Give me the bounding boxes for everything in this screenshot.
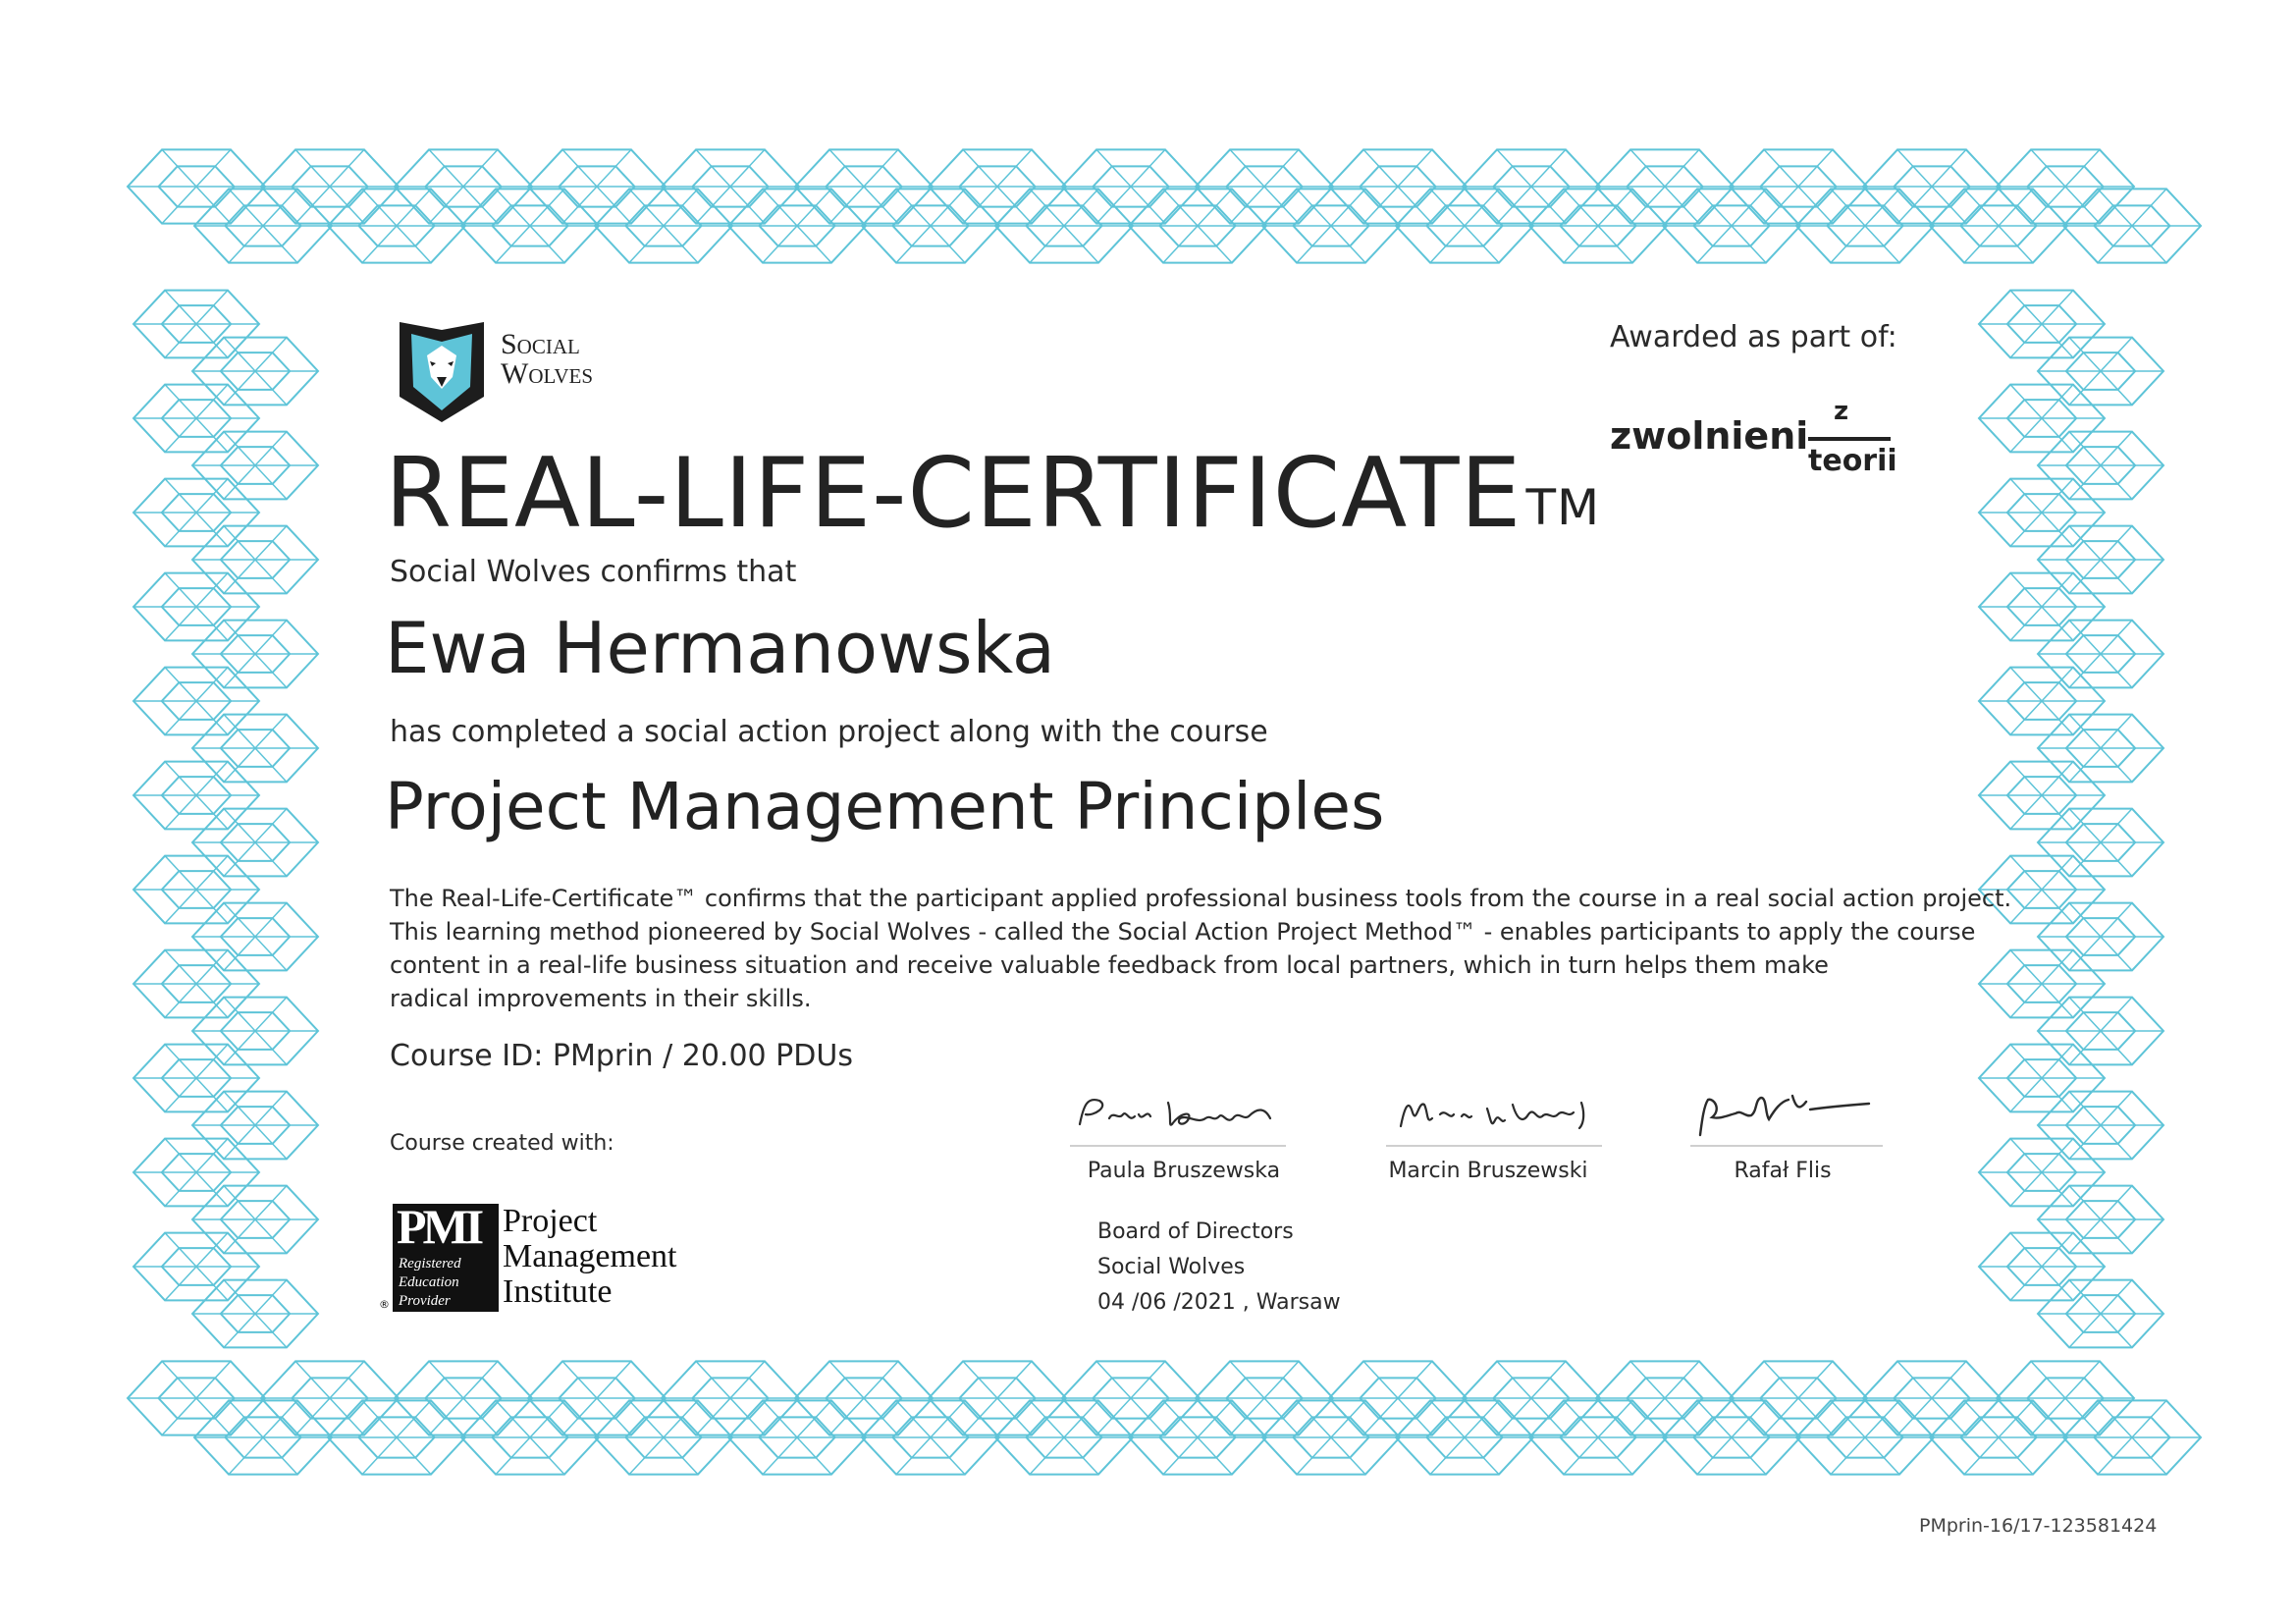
border-pattern-cell [1997, 149, 2134, 223]
program-logo-bottom: teorii [1808, 444, 1897, 478]
border-pattern-cell [1396, 189, 1533, 262]
border-pattern-cell [192, 526, 318, 594]
border-pattern-cell [1796, 189, 1934, 262]
board-organization: Social Wolves [1097, 1255, 1246, 1279]
border-pattern-cell [461, 1400, 599, 1474]
border-pattern-cell [595, 1400, 732, 1474]
trademark-mark: TM [1525, 479, 1601, 536]
border-pattern-cell [2038, 621, 2163, 688]
signature-line [1386, 1145, 1602, 1147]
border-pattern-cell [1596, 149, 1734, 223]
border-pattern-cell [1663, 1400, 1800, 1474]
description-line: radical improvements in their skills. [390, 985, 812, 1012]
border-pattern-cell [1129, 189, 1266, 262]
border-pattern-cell [995, 189, 1133, 262]
border-pattern-cell [328, 189, 465, 262]
border-pattern-cell [192, 903, 318, 971]
certificate-description [390, 882, 2012, 1015]
border-pattern-cell [133, 762, 259, 830]
border-pattern-cell [1596, 1361, 1734, 1435]
border-pattern-cell [1930, 1400, 2067, 1474]
border-pattern-cell [261, 1361, 399, 1435]
border-pattern-cell [2063, 1400, 2201, 1474]
border-pattern-cell [395, 1361, 532, 1435]
border-pattern-cell [133, 856, 259, 924]
border-pattern-cell [192, 809, 318, 877]
signatory-name: Paula Bruszewska [1087, 1159, 1281, 1183]
created-with-label: Course created with: [390, 1131, 614, 1156]
border-pattern-cell [1529, 189, 1667, 262]
description-line: The Real-Life-Certificate™ confirms that the participant applied professional business tools from the course in a real social action project. [390, 885, 2012, 912]
signatory-name: Rafał Flis [1734, 1159, 1832, 1183]
border-pattern-cell [1979, 479, 2105, 547]
border-pattern-cell [1062, 149, 1200, 223]
border-pattern-cell [1979, 762, 2105, 830]
border-pattern-cell [795, 149, 933, 223]
border-pattern-cell [192, 1092, 318, 1160]
border-pattern-cell [192, 1280, 318, 1348]
course-id: Course ID: PMprin / 20.00 PDUs [390, 1039, 853, 1073]
border-pattern-cell [1979, 1045, 2105, 1112]
border-pattern-cell [192, 432, 318, 500]
program-logo-main: zwolnieni [1610, 414, 1809, 458]
pmi-name-line: Management [503, 1238, 677, 1274]
signature-paula [1070, 1085, 1306, 1144]
brand-line-2: Wolves [501, 357, 594, 390]
border-pattern-cell [929, 1361, 1066, 1435]
border-pattern-cell [1730, 1361, 1867, 1435]
border-pattern-cell [1062, 1361, 1200, 1435]
border-pattern-cell [1129, 1400, 1266, 1474]
border-pattern-cell [1730, 149, 1867, 223]
description-line: content in a real-life business situation and receive valuable feedback from local partners, which in turn helps them make [390, 951, 1829, 979]
border-pattern-cell [133, 668, 259, 735]
border-pattern-cell [1979, 385, 2105, 453]
border-pattern-cell [1663, 189, 1800, 262]
course-name: Project Management Principles [385, 769, 1385, 844]
border-pattern-cell [2038, 903, 2163, 971]
border-pattern-cell [461, 189, 599, 262]
border-pattern-cell [133, 950, 259, 1018]
border-pattern-cell [1262, 189, 1400, 262]
border-pattern-cell [1979, 1233, 2105, 1301]
border-pattern-cell [1930, 189, 2067, 262]
pmi-name-line: Project [503, 1203, 598, 1239]
border-pattern-cell [261, 149, 399, 223]
border-pattern-cell [133, 1139, 259, 1207]
recipient-name: Ewa Hermanowska [385, 607, 1056, 689]
border-pattern-cell [795, 1361, 933, 1435]
border-pattern-cell [1196, 149, 1333, 223]
registered-mark: ® [379, 1298, 390, 1311]
border-pattern-cell [595, 189, 732, 262]
pmi-logo-mark [393, 1199, 499, 1312]
border-pattern-cell [1979, 291, 2105, 358]
border-pattern-cell [1329, 1361, 1467, 1435]
border-pattern-cell [1529, 1400, 1667, 1474]
border-pattern-cell [328, 1400, 465, 1474]
pmi-badge-line: Registered [399, 1256, 461, 1272]
border-pattern-cell [1463, 149, 1600, 223]
border-pattern-cell [133, 385, 259, 453]
border-pattern-cell [862, 189, 999, 262]
border-pattern-cell [1463, 1361, 1600, 1435]
border-pattern-cell [192, 715, 318, 783]
border-pattern-cell [528, 1361, 666, 1435]
border-pattern-cell [662, 1361, 799, 1435]
border-pattern-cell [1979, 950, 2105, 1018]
pmi-letters: PMI [397, 1199, 481, 1254]
signature-line [1690, 1145, 1883, 1147]
border-pattern-cell [1329, 149, 1467, 223]
certificate-code: PMprin-16/17-123581424 [1919, 1515, 2158, 1537]
signature-line [1070, 1145, 1286, 1147]
border-pattern-cell [2038, 432, 2163, 500]
border-pattern-cell [192, 998, 318, 1065]
signatory-name: Marcin Bruszewski [1388, 1159, 1588, 1183]
brand-logo-text [501, 330, 593, 389]
border-pattern-cell [2038, 715, 2163, 783]
border-pattern-cell [128, 1361, 265, 1435]
border-pattern-cell [133, 1233, 259, 1301]
border-pattern-cell [1396, 1400, 1533, 1474]
border-pattern-cell [1796, 1400, 1934, 1474]
description-line: This learning method pioneered by Social Wolves - called the Social Action Project Method™ - enables participants to apply the course [390, 918, 1976, 946]
border-pattern-cell [1863, 1361, 2001, 1435]
border-pattern-cell [192, 621, 318, 688]
border-pattern-cell [192, 1186, 318, 1254]
border-pattern-cell [662, 149, 799, 223]
border-pattern-cell [395, 149, 532, 223]
confirms-text: Social Wolves confirms that [390, 555, 797, 589]
board-line: Board of Directors [1097, 1219, 1294, 1244]
pmi-badge-line: Education [399, 1274, 459, 1290]
border-pattern-cell [194, 1400, 332, 1474]
completed-text: has completed a social action project along with the course [390, 715, 1268, 749]
border-pattern-cell [2038, 526, 2163, 594]
border-pattern-cell [862, 1400, 999, 1474]
border-pattern-cell [1997, 1361, 2134, 1435]
border-pattern-cell [133, 291, 259, 358]
border-pattern-cell [995, 1400, 1133, 1474]
issue-date-place: 04 /06 /2021 , Warsaw [1097, 1290, 1341, 1315]
signature-marcin [1389, 1085, 1605, 1144]
pmi-badge-line: Provider [399, 1293, 451, 1309]
border-pattern-cell [133, 479, 259, 547]
certificate-title-text: REAL-LIFE-CERTIFICATE [385, 438, 1522, 550]
border-pattern-cell [192, 338, 318, 406]
pmi-name-line: Institute [503, 1273, 613, 1310]
certificate-title [385, 440, 1600, 548]
border-pattern-cell [194, 189, 332, 262]
program-logo-divider [1808, 437, 1891, 441]
border-pattern-cell [728, 1400, 866, 1474]
border-pattern-cell [2038, 809, 2163, 877]
border-pattern-cell [2063, 189, 2201, 262]
wolf-head-icon [398, 316, 486, 424]
border-pattern-cell [2038, 998, 2163, 1065]
border-pattern-cell [1979, 668, 2105, 735]
border-pattern-cell [2038, 1092, 2163, 1160]
border-pattern-cell [2038, 1280, 2163, 1348]
brand-line-1: Social [501, 328, 580, 360]
border-pattern-cell [133, 1045, 259, 1112]
border-pattern-cell [128, 149, 265, 223]
border-pattern-cell [133, 573, 259, 641]
border-pattern-cell [2038, 1186, 2163, 1254]
border-pattern-cell [929, 149, 1066, 223]
border-pattern-cell [728, 189, 866, 262]
signature-rafal [1686, 1080, 1883, 1149]
border-pattern-cell [1979, 1139, 2105, 1207]
border-pattern-cell [1262, 1400, 1400, 1474]
border-pattern-cell [1863, 149, 2001, 223]
program-logo-top: z [1834, 397, 1849, 426]
border-pattern-cell [1979, 573, 2105, 641]
border-pattern-cell [1196, 1361, 1333, 1435]
awarded-label: Awarded as part of: [1610, 320, 1897, 354]
border-pattern-cell [2038, 338, 2163, 406]
border-pattern-cell [528, 149, 666, 223]
